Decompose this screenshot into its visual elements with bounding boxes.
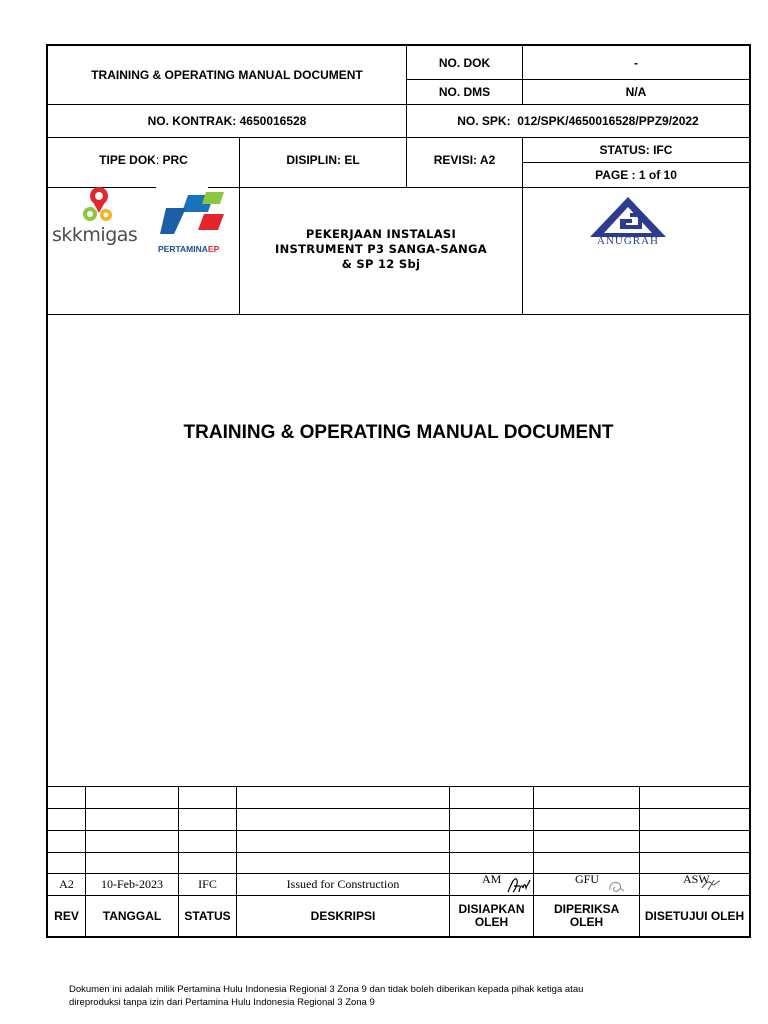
pertamina-ep-wordmark: EP <box>207 244 220 254</box>
pertamina-wordmark: PERTAMINA <box>158 244 208 254</box>
skkmigas-wordmark: skkmigas <box>52 224 138 246</box>
prepared-by-cell: AM <box>450 874 533 895</box>
col-header-rev: REV <box>54 909 79 923</box>
signature-am <box>506 874 532 895</box>
anugrah-wordmark: ANUGRAH <box>597 235 659 247</box>
description-cell: Issued for Construction <box>286 877 400 891</box>
spk-number: NO. SPK: 012/SPK/4650016528/PPZ9/2022 <box>457 114 699 128</box>
signature-asw <box>700 876 722 892</box>
main-document-title: TRAINING & OPERATING MANUAL DOCUMENT <box>183 422 614 443</box>
date-cell: 10-Feb-2023 <box>101 877 163 891</box>
no-dms-value: N/A <box>625 85 647 99</box>
confidentiality-note: Dokumen ini adalah milik Pertamina Hulu Indonesia Regional 3 Zona 9 dan tidak boleh diberikan kepada pihak ketiga atau direproduksi tanpa izin dari Pertamina Hulu Indonesia Regional 3 Zona 9 <box>69 984 584 1008</box>
rev-cell: A2 <box>59 877 74 891</box>
discipline: DISIPLIN: EL <box>286 153 360 167</box>
signature-gfu <box>606 878 628 894</box>
col-header-prepared-by: DISIAPKAN OLEH <box>458 902 525 929</box>
col-header-status: STATUS <box>184 909 231 923</box>
page-number: PAGE : 1 of 10 <box>595 168 677 182</box>
approved-by-cell: ASW <box>640 874 749 895</box>
project-title: PEKERJAAN INSTALASI INSTRUMENT P3 SANGA-SANGA & SP 12 Sbj <box>275 226 487 271</box>
status-cell: IFC <box>198 877 217 891</box>
no-dok-value: - <box>634 55 638 70</box>
header-document-title: TRAINING & OPERATING MANUAL DOCUMENT <box>91 68 363 82</box>
contract-number: NO. KONTRAK: 4650016528 <box>147 114 307 128</box>
no-dms-label: NO. DMS <box>438 85 491 99</box>
document-type: TIPE DOK : PRC <box>99 153 188 167</box>
document-status: STATUS: IFC <box>599 143 673 157</box>
skkmigas-logo <box>52 186 152 248</box>
col-header-date: TANGGAL <box>102 909 162 923</box>
no-dok-label: NO. DOK <box>438 55 491 70</box>
checked-by-cell: GFU <box>534 874 639 895</box>
col-header-description: DESKRIPSI <box>310 909 376 923</box>
col-header-checked-by: DIPERIKSA OLEH <box>554 902 620 929</box>
anugrah-logo <box>586 195 670 253</box>
pertamina-ep-logo <box>158 190 236 256</box>
revision: REVISI: A2 <box>433 153 496 167</box>
col-header-approved-by: DISETUJUI OLEH <box>644 909 745 923</box>
